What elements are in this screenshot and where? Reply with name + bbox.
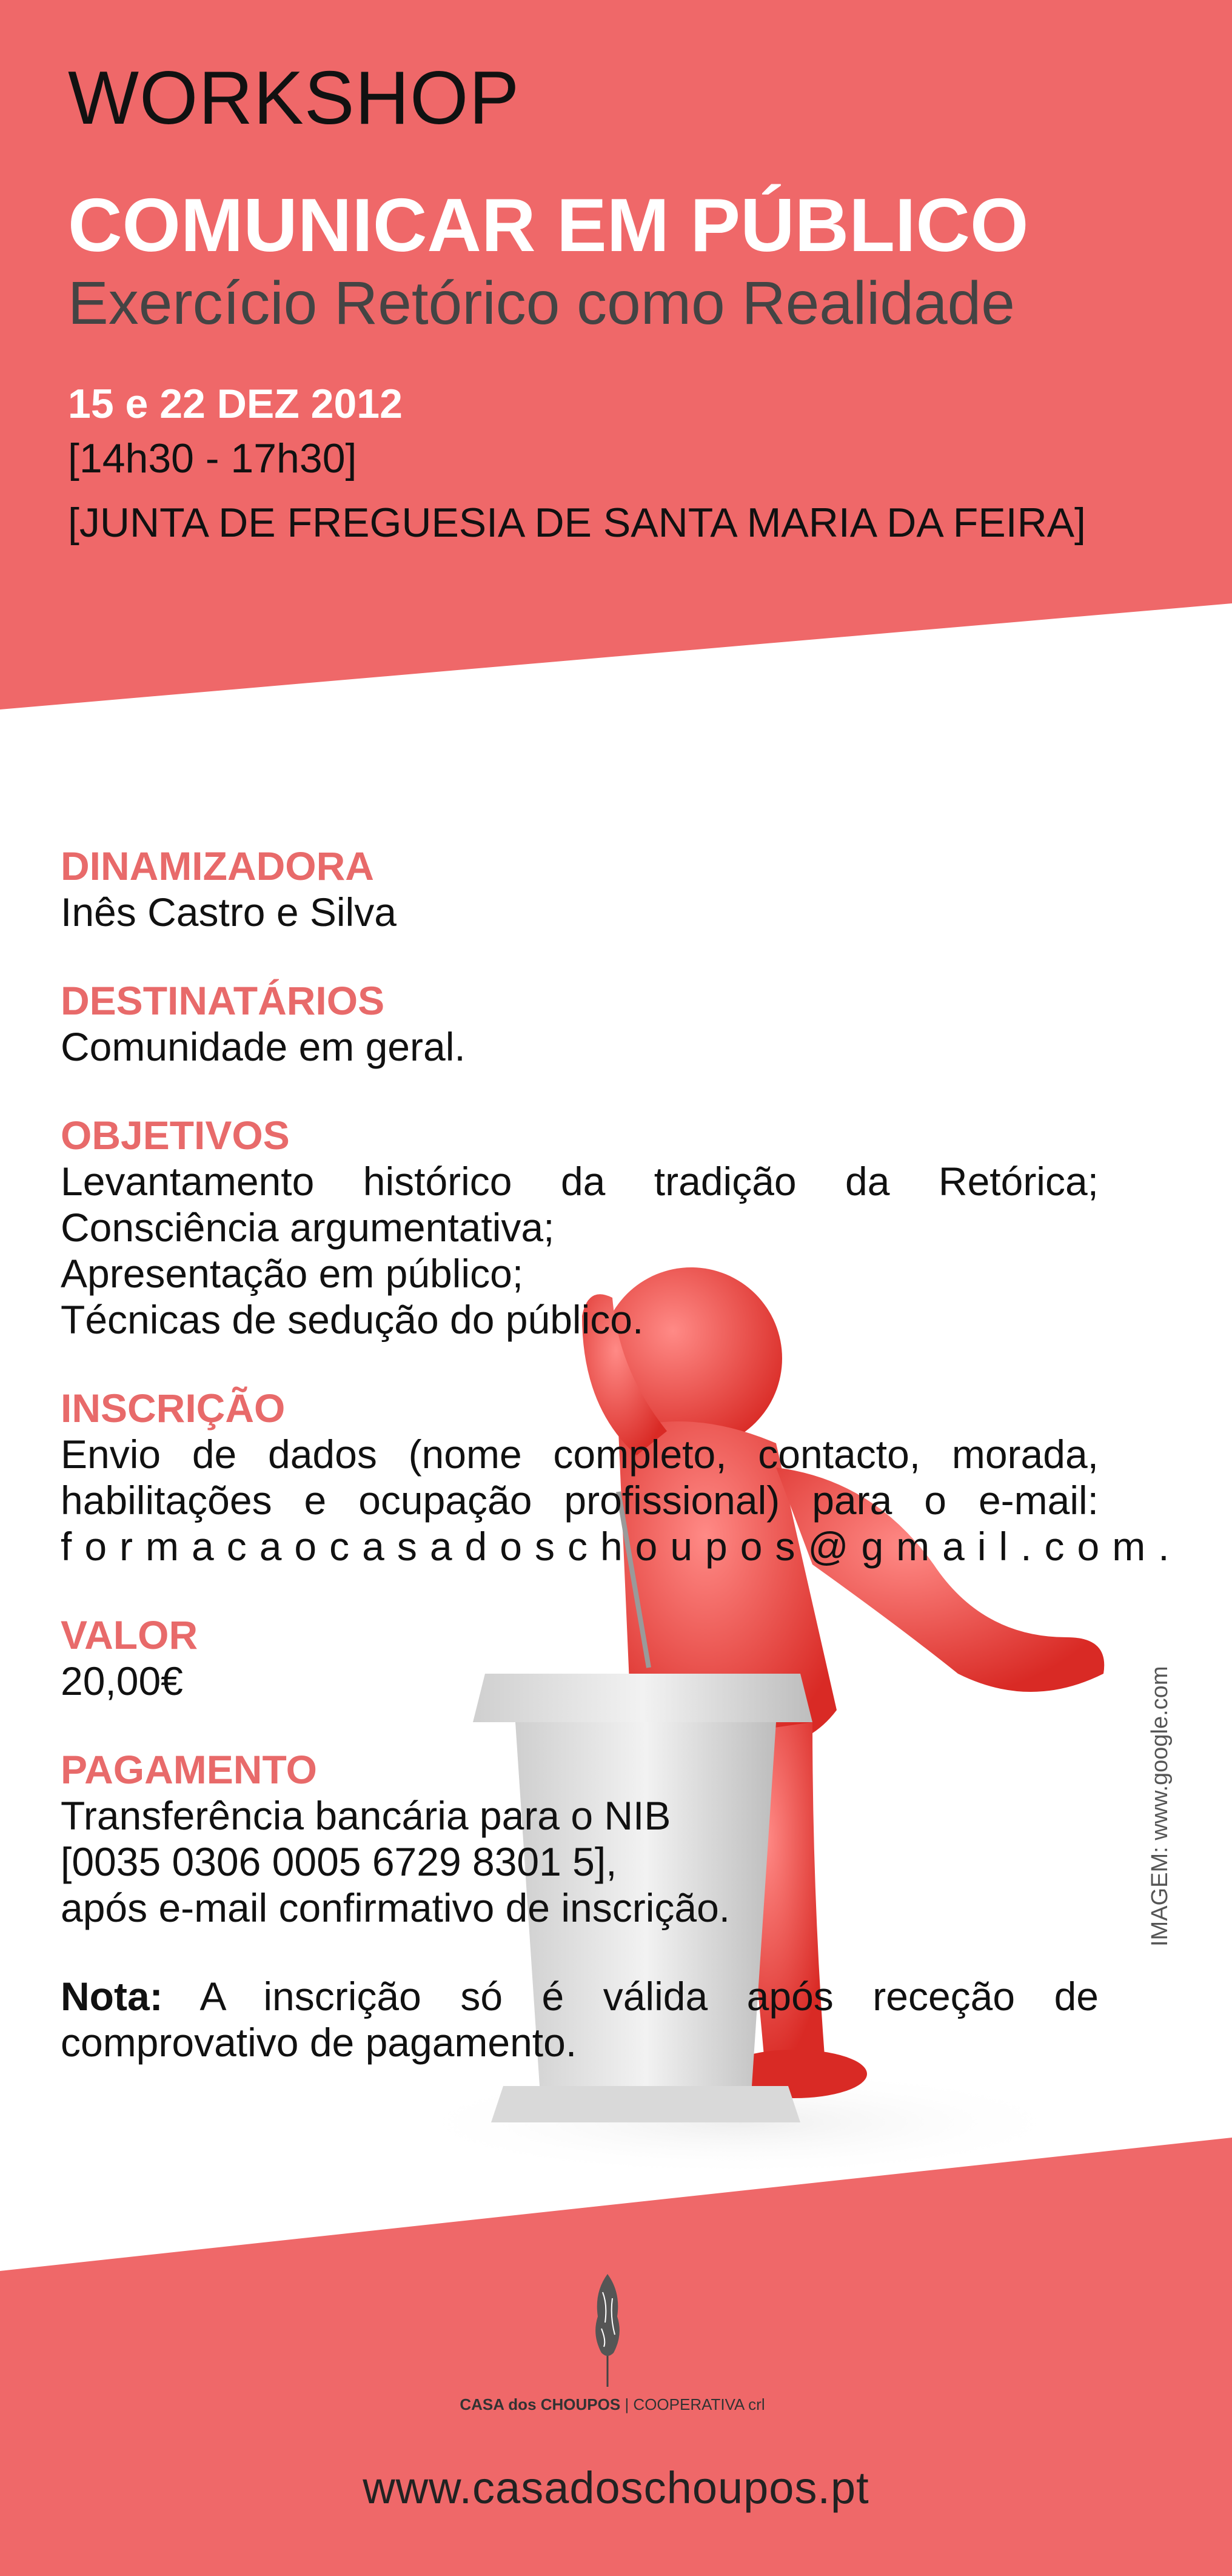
section-line: Transferência bancária para o NIB	[61, 1793, 671, 1838]
section-inscricao	[61, 1385, 1182, 1569]
section-line: Inês Castro e Silva	[61, 890, 397, 934]
workshop-label: WORKSHOP	[68, 56, 520, 140]
note-label: Nota:	[61, 1974, 163, 2019]
section-line: [0035 0306 0005 6729 8301 5],	[61, 1839, 617, 1884]
section-line: Técnicas de sedução do público.	[61, 1297, 644, 1342]
page-title: COMUNICAR EM PÚBLICO	[68, 184, 1029, 267]
section-title: INSCRIÇÃO	[61, 1386, 286, 1431]
section-line: após e-mail confirmativo de inscrição.	[61, 1885, 731, 1930]
logo-cooperative: COOPERATIVA crl	[633, 2395, 765, 2413]
event-time: [14h30 - 17h30]	[68, 435, 357, 481]
section-title: DESTINATÁRIOS	[61, 978, 385, 1023]
note-line-2: comprovativo de pagamento.	[61, 2020, 577, 2065]
section-line: Comunidade em geral.	[61, 1024, 466, 1069]
website-link[interactable]: www.casadoschoupos.pt	[363, 2463, 869, 2513]
section-dinamizadora	[61, 843, 1099, 935]
section-line: Levantamento histórico da tradição da Retórica;	[61, 1159, 1099, 1204]
section-nota	[61, 1973, 1099, 2065]
section-line: Envio de dados (nome completo, contacto, morada,	[61, 1432, 1099, 1477]
image-credit: IMAGEM: www.google.com	[1147, 1666, 1173, 1947]
note-line	[61, 1973, 1099, 2019]
logo-name: CASA dos CHOUPOS	[460, 2395, 621, 2413]
event-dates: 15 e 22 DEZ 2012	[68, 381, 403, 427]
section-title: OBJETIVOS	[61, 1113, 290, 1158]
section-line: habilitações e ocupação profissional) para o e-mail:	[61, 1478, 1099, 1523]
section-title: PAGAMENTO	[61, 1747, 317, 1792]
event-venue: [JUNTA DE FREGUESIA DE SANTA MARIA DA FEIRA]	[68, 500, 1086, 546]
poplar-tree-icon	[443, 2268, 782, 2389]
registration-email: formacaocasadoschoupos@gmail.com.	[61, 1524, 1182, 1569]
section-line: Consciência argumentativa;	[61, 1205, 555, 1250]
section-objetivos	[61, 1112, 1099, 1343]
casa-dos-choupos-logo	[443, 2268, 782, 2426]
section-valor	[61, 1612, 1099, 1704]
section-destinatarios	[61, 978, 1099, 1070]
section-title: VALOR	[61, 1612, 198, 1657]
page-subtitle: Exercício Retórico como Realidade	[68, 269, 1015, 337]
section-title: DINAMIZADORA	[61, 844, 374, 888]
logo-text: CASA dos CHOUPOS | COOPERATIVA crl	[460, 2395, 765, 2413]
section-pagamento	[61, 1746, 1099, 1931]
section-line: Apresentação em público;	[61, 1251, 524, 1296]
price-value: 20,00€	[61, 1659, 183, 1703]
note-text: A inscrição só é válida após receção de	[199, 1974, 1099, 2019]
